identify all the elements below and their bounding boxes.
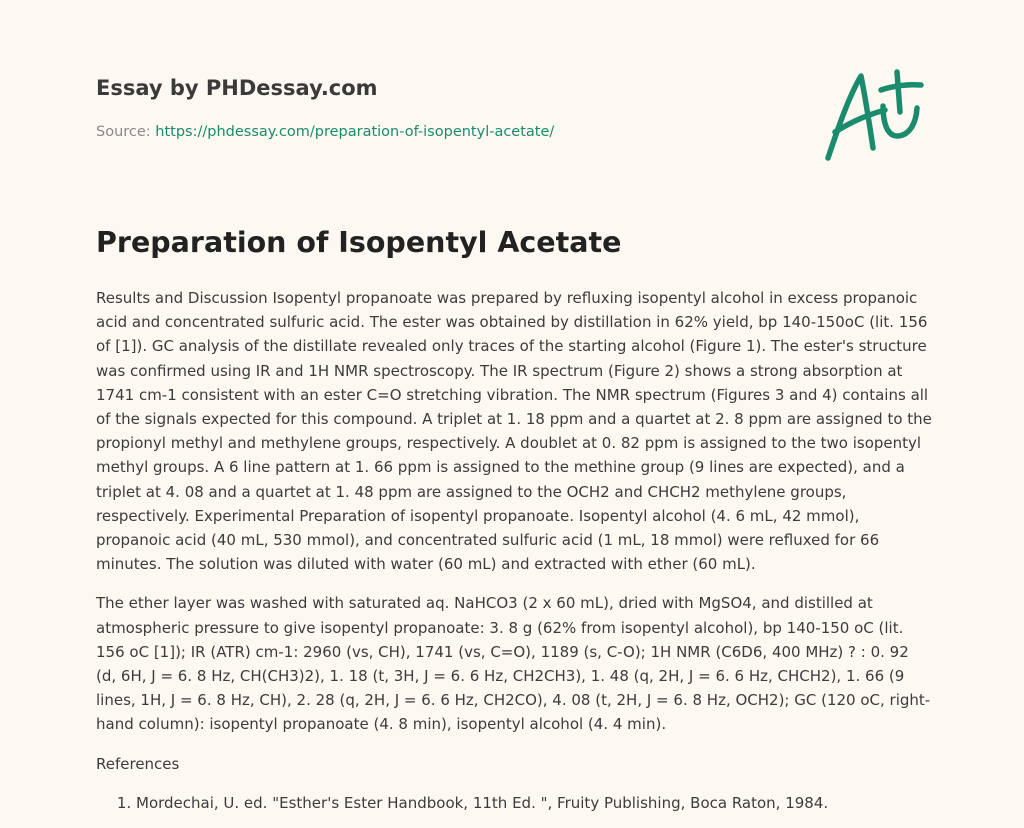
reference-item: 1. Mordechai, U. ed. "Esther's Ester Handbook, 11th Ed. ", Fruity Publishing, Boca Raton, 1984. [136, 791, 932, 815]
essay-paragraph: Results and Discussion Isopentyl propanoate was prepared by refluxing isopentyl alcohol in excess propanoic acid and concentrated sulfuric acid. The ester was obtained by distillation in 62% yield, bp 140-150oC (lit. 156 of [1]). GC analysis of the distillate revealed only traces of the starting alcohol (Figure 1). The ester's structure was confirmed using IR and 1H NMR spectroscopy. The IR spectrum (Figure 2) shows a strong absorption at 1741 cm-1 consistent with an ester C=O stretching vibration. The NMR spectrum (Figures 3 and 4) contains all of the signals expected for this compound. A triplet at 1. 18 ppm and a quartet at 2. 8 ppm are assigned to the propionyl methyl and methylene groups, respectively. A doublet at 0. 82 ppm is assigned to the two isopentyl methyl groups. A 6 line pattern at 1. 66 ppm is assigned to the methine group (9 lines are expected), and a triplet at 4. 08 and a quartet at 1. 48 ppm are assigned to the OCH2 and CHCH2 methylene groups, respectively. Experimental Preparation of isopentyl propanoate. Isopentyl alcohol (4. 6 mL, 42 mmol), propanoic acid (40 mL, 530 mmol), and concentrated sulfuric acid (1 mL, 18 mmol) were refluxed for 66 minutes. The solution was diluted with water (60 mL) and extracted with ether (60 mL). [96, 289, 932, 574]
essay-body [96, 286, 932, 815]
references-list [96, 791, 932, 815]
essay-page [96, 0, 932, 812]
site-title: Essay by PHDessay.com [96, 76, 378, 100]
essay-paragraph: The ether layer was washed with saturated aq. NaHCO3 (2 x 60 mL), dried with MgSO4, and distilled at atmospheric pressure to give isopentyl propanoate: 3. 8 g (62% from isopentyl alcohol), bp 140-150 oC (lit. 156 oC [1]); IR (ATR) cm-1: 2960 (vs, CH), 1741 (vs, C=O), 1189 (s, C-O); 1H NMR (C6D6, 400 MHz) ? : 0. 92 (d, 6H, J = 6. 8 Hz, CH(CH3)2), 1. 18 (t, 3H, J = 6. 6 Hz, CH2CH3), 1. 48 (q, 2H, J = 6. 6 Hz, CHCH2), 1. 66 (9 lines, 1H, J = 6. 8 Hz, CH), 2. 28 (q, 2H, J = 6. 6 Hz, CH2CO), 4. 08 (t, 2H, J = 6. 8 Hz, OCH2); GC (120 oC, right-hand column): isopentyl propanoate (4. 8 min), isopentyl alcohol (4. 4 min). [96, 594, 931, 734]
a-plus-logo-icon [823, 66, 929, 166]
source-link[interactable]: https://phdessay.com/preparation-of-isopentyl-acetate/ [155, 124, 555, 140]
source-line [96, 124, 554, 140]
essay-title: Preparation of Isopentyl Acetate [96, 226, 622, 259]
references-heading: References [96, 754, 180, 773]
source-label: Source: [96, 124, 151, 140]
essay-header [96, 0, 932, 180]
